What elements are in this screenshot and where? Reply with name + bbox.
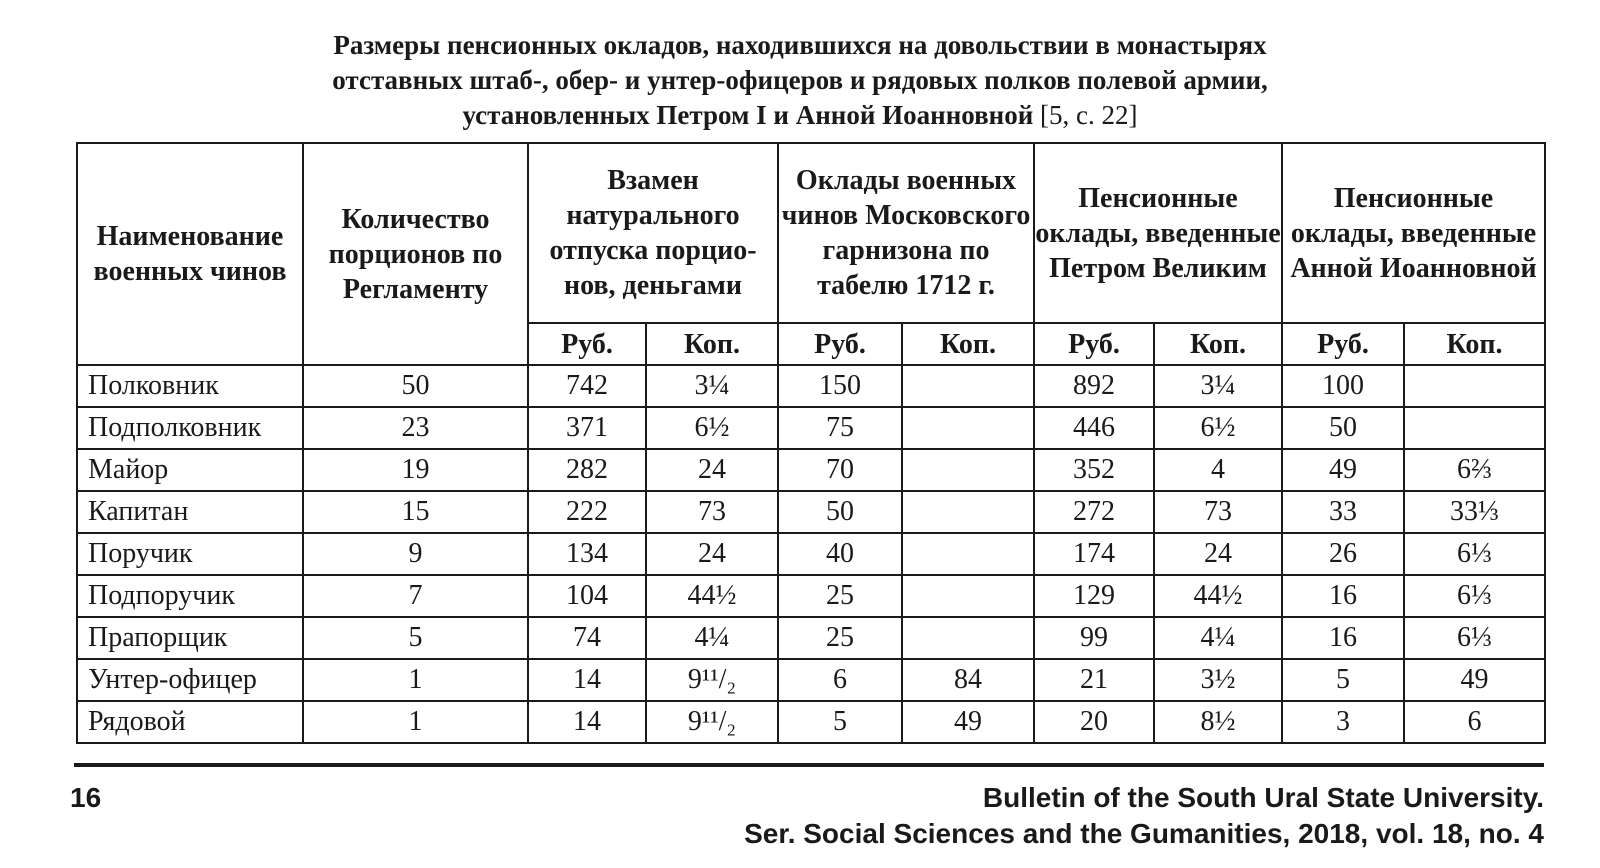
header-money-kop: Коп. [646, 323, 778, 365]
cell-money-kop: 6½ [646, 407, 778, 449]
cell-anna-rub: 5 [1282, 659, 1404, 701]
cell-rank: Полковник [77, 365, 303, 407]
cell-moscow-kop [902, 449, 1034, 491]
table-row [77, 701, 1545, 743]
cell-peter-kop: 3¼ [1154, 365, 1282, 407]
cell-anna-kop: 6⅓ [1404, 533, 1545, 575]
cell-rank: Капитан [77, 491, 303, 533]
journal-citation [744, 780, 1544, 852]
cell-money-kop: 24 [646, 533, 778, 575]
cell-peter-kop: 44½ [1154, 575, 1282, 617]
cell-anna-kop: 6⅓ [1404, 617, 1545, 659]
cell-money-rub: 134 [528, 533, 646, 575]
cell-peter-rub: 21 [1034, 659, 1154, 701]
cell-money-kop: 3¼ [646, 365, 778, 407]
caption-line-1: Размеры пенсионных окладов, находившихся на довольствии в монастырях [333, 30, 1267, 60]
cell-anna-rub: 26 [1282, 533, 1404, 575]
cell-portions: 7 [303, 575, 528, 617]
header-anna-kop: Коп. [1404, 323, 1545, 365]
cell-portions: 1 [303, 701, 528, 743]
cell-portions: 5 [303, 617, 528, 659]
cell-moscow-rub: 6 [778, 659, 902, 701]
cell-peter-rub: 446 [1034, 407, 1154, 449]
header-peter: Пенсионные оклады, введенные Петром Великим [1034, 143, 1282, 323]
cell-anna-kop: 33⅓ [1404, 491, 1545, 533]
cell-money-rub: 74 [528, 617, 646, 659]
cell-portions: 15 [303, 491, 528, 533]
caption-line-3-text: установленных Петром I и Анной Иоанновной [462, 100, 1034, 130]
cell-peter-kop: 3½ [1154, 659, 1282, 701]
cell-rank: Унтер-офицер [77, 659, 303, 701]
cell-money-rub: 14 [528, 701, 646, 743]
cell-peter-kop: 8½ [1154, 701, 1282, 743]
footer-rule [74, 763, 1544, 767]
cell-peter-kop: 4¼ [1154, 617, 1282, 659]
cell-moscow-kop [902, 491, 1034, 533]
cell-anna-rub: 16 [1282, 575, 1404, 617]
table-row [77, 533, 1545, 575]
cell-peter-rub: 272 [1034, 491, 1154, 533]
cell-anna-rub: 49 [1282, 449, 1404, 491]
cell-moscow-kop: 84 [902, 659, 1034, 701]
cell-peter-kop: 24 [1154, 533, 1282, 575]
cell-anna-kop: 6 [1404, 701, 1545, 743]
cell-portions: 1 [303, 659, 528, 701]
caption-line-3 [0, 98, 1600, 133]
cell-anna-kop: 49 [1404, 659, 1545, 701]
cell-anna-rub: 16 [1282, 617, 1404, 659]
header-peter-rub: Руб. [1034, 323, 1154, 365]
cell-peter-rub: 20 [1034, 701, 1154, 743]
cell-moscow-kop [902, 407, 1034, 449]
cell-money-rub: 282 [528, 449, 646, 491]
cell-moscow-kop [902, 617, 1034, 659]
table-row [77, 575, 1545, 617]
cell-anna-kop: 6⅓ [1404, 575, 1545, 617]
table-row [77, 449, 1545, 491]
cell-money-kop: 24 [646, 449, 778, 491]
cell-peter-rub: 352 [1034, 449, 1154, 491]
cell-money-rub: 371 [528, 407, 646, 449]
cell-peter-rub: 174 [1034, 533, 1154, 575]
cell-moscow-kop [902, 533, 1034, 575]
cell-money-rub: 14 [528, 659, 646, 701]
header-rank: Наименование военных чинов [77, 143, 303, 365]
cell-peter-rub: 129 [1034, 575, 1154, 617]
cell-money-kop: 4¼ [646, 617, 778, 659]
header-money-rub: Руб. [528, 323, 646, 365]
cell-anna-rub: 3 [1282, 701, 1404, 743]
cell-peter-rub: 99 [1034, 617, 1154, 659]
cell-portions: 19 [303, 449, 528, 491]
cell-moscow-kop: 49 [902, 701, 1034, 743]
cell-moscow-rub: 25 [778, 575, 902, 617]
cell-money-kop: 9¹¹/₂ [646, 701, 778, 743]
cell-money-kop: 44½ [646, 575, 778, 617]
cell-money-rub: 742 [528, 365, 646, 407]
cell-anna-rub: 33 [1282, 491, 1404, 533]
cell-moscow-kop [902, 575, 1034, 617]
cell-money-kop: 73 [646, 491, 778, 533]
header-moscow-kop: Коп. [902, 323, 1034, 365]
header-anna: Пенсионные оклады, введенные Анной Иоанновной [1282, 143, 1545, 323]
header-moscow-rub: Руб. [778, 323, 902, 365]
table-row [77, 491, 1545, 533]
pension-table [76, 142, 1546, 744]
cell-peter-kop: 4 [1154, 449, 1282, 491]
cell-moscow-rub: 50 [778, 491, 902, 533]
page-number: 16 [70, 782, 102, 813]
cell-portions: 9 [303, 533, 528, 575]
caption-reference: [5, с. 22] [1040, 100, 1138, 130]
cell-rank: Подполковник [77, 407, 303, 449]
journal-line-1: Bulletin of the South Ural State University. [982, 782, 1544, 813]
table-row [77, 617, 1545, 659]
cell-rank: Подпоручик [77, 575, 303, 617]
cell-rank: Рядовой [77, 701, 303, 743]
cell-moscow-rub: 150 [778, 365, 902, 407]
caption-line-2: отставных штаб-, обер- и унтер-офицеров и рядовых полков полевой армии, [332, 65, 1268, 95]
journal-line-2: Ser. Social Sciences and the Gumanities, 2018, vol. 18, no. 4 [744, 818, 1544, 849]
table-row [77, 407, 1545, 449]
header-portions: Количество порционов по Регламенту [303, 143, 528, 365]
cell-anna-kop: 6⅔ [1404, 449, 1545, 491]
cell-moscow-rub: 5 [778, 701, 902, 743]
cell-moscow-kop [902, 365, 1034, 407]
cell-peter-kop: 73 [1154, 491, 1282, 533]
cell-moscow-rub: 25 [778, 617, 902, 659]
cell-peter-kop: 6½ [1154, 407, 1282, 449]
cell-moscow-rub: 40 [778, 533, 902, 575]
table-body [77, 365, 1545, 743]
header-anna-rub: Руб. [1282, 323, 1404, 365]
table-row [77, 365, 1545, 407]
cell-anna-rub: 50 [1282, 407, 1404, 449]
cell-money-rub: 104 [528, 575, 646, 617]
cell-portions: 50 [303, 365, 528, 407]
header-money: Взамен натурального отпуска порцио-нов, деньгами [528, 143, 778, 323]
cell-moscow-rub: 70 [778, 449, 902, 491]
cell-rank: Поручик [77, 533, 303, 575]
cell-money-rub: 222 [528, 491, 646, 533]
cell-anna-kop [1404, 407, 1545, 449]
cell-portions: 23 [303, 407, 528, 449]
cell-rank: Прапорщик [77, 617, 303, 659]
cell-rank: Майор [77, 449, 303, 491]
cell-peter-rub: 892 [1034, 365, 1154, 407]
header-peter-kop: Коп. [1154, 323, 1282, 365]
header-moscow: Оклады военных чинов Московского гарнизона по табелю 1712 г. [778, 143, 1034, 323]
table-caption [0, 28, 1600, 133]
cell-moscow-rub: 75 [778, 407, 902, 449]
cell-anna-rub: 100 [1282, 365, 1404, 407]
table-row [77, 659, 1545, 701]
cell-anna-kop [1404, 365, 1545, 407]
cell-money-kop: 9¹¹/₂ [646, 659, 778, 701]
